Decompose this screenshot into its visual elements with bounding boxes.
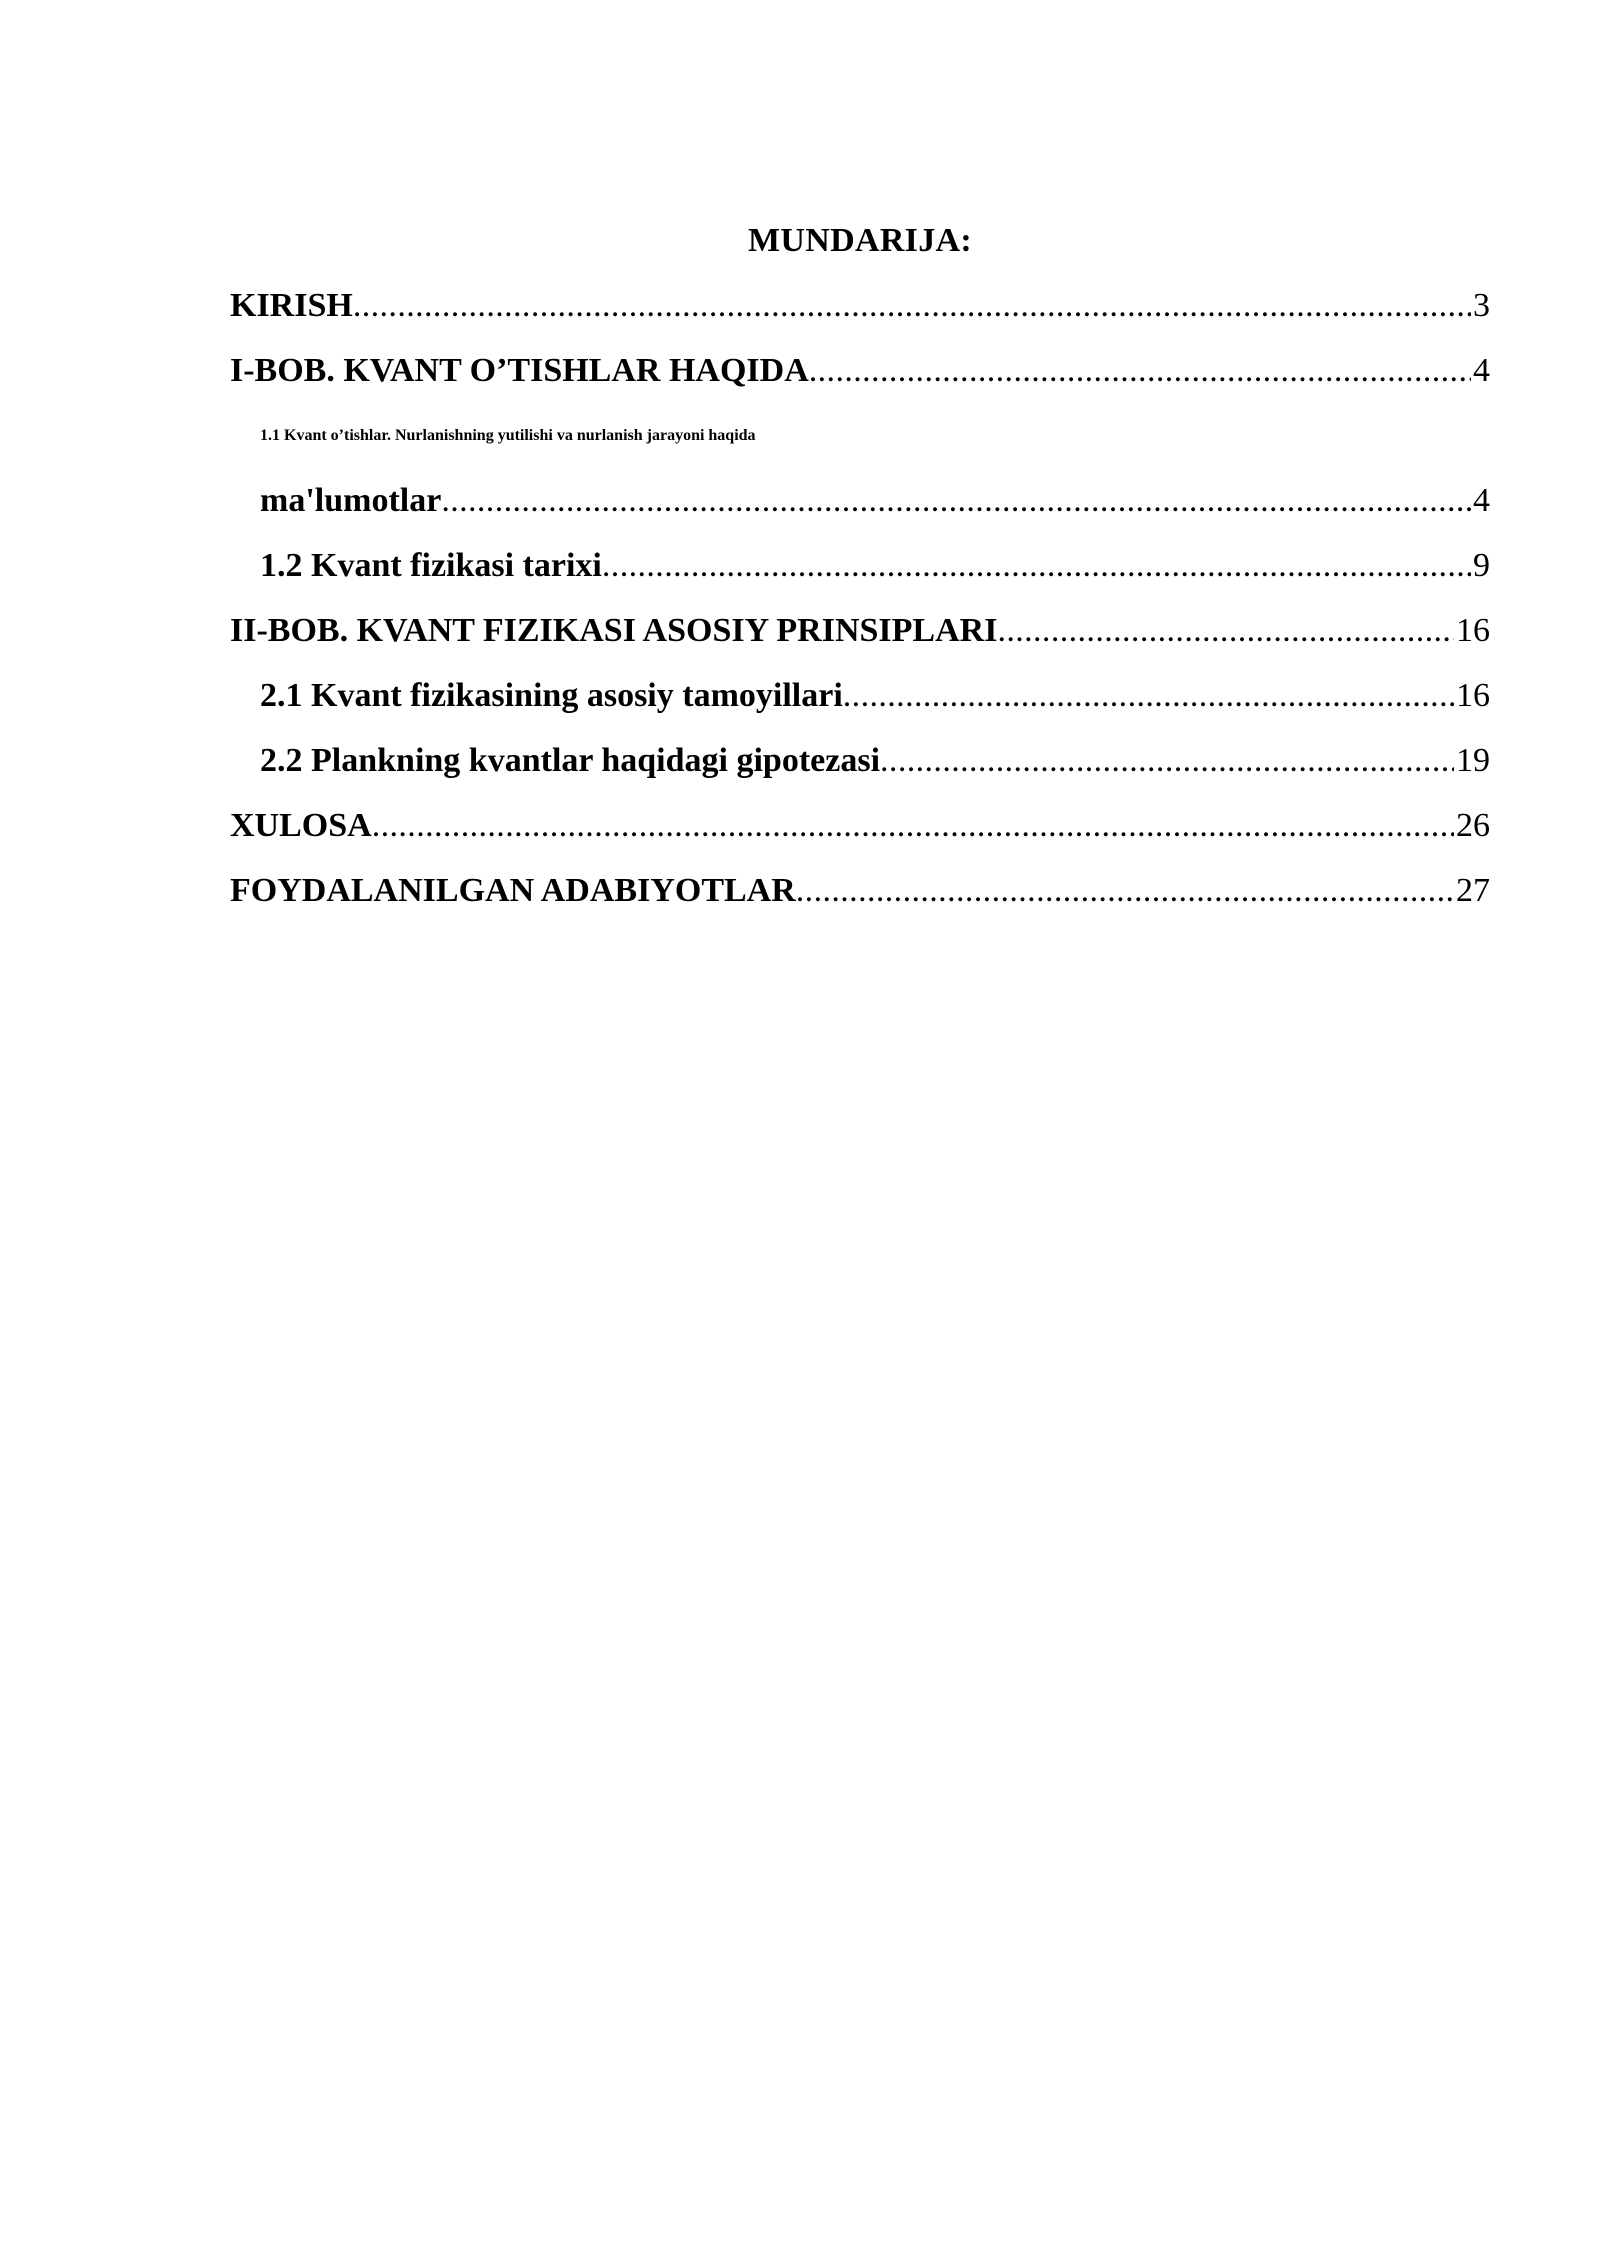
toc-entry-text: 2.1 Kvant fizikasining asosiy tamoyillari bbox=[260, 677, 843, 714]
toc-page-number: 16 bbox=[1456, 677, 1490, 714]
toc-title: MUNDARIJA: bbox=[748, 222, 972, 259]
toc-list bbox=[230, 273, 1490, 923]
toc-leader-dots bbox=[809, 338, 1471, 403]
toc-page-number: 3 bbox=[1473, 287, 1490, 324]
toc-entry-xulosa[interactable] bbox=[230, 793, 1490, 858]
toc-leader-dots bbox=[441, 468, 1471, 533]
toc-entry-section-2-1[interactable] bbox=[230, 663, 1490, 728]
toc-entry-text-line2: ma'lumotlar bbox=[260, 482, 442, 519]
toc-page-number: 19 bbox=[1456, 742, 1490, 779]
toc-page-number: 4 bbox=[1473, 482, 1490, 519]
toc-leader-dots bbox=[843, 663, 1454, 728]
toc-entry-kirish[interactable] bbox=[230, 273, 1490, 338]
toc-entry-text: 1.2 Kvant fizikasi tarixi bbox=[260, 547, 602, 584]
toc-entry-text-line1: 1.1 Kvant o’tishlar. Nurlanishning yutilishi va nurlanish jarayoni haqida bbox=[260, 427, 756, 444]
toc-page-number: 9 bbox=[1473, 547, 1490, 584]
toc-leader-dots bbox=[796, 858, 1454, 923]
toc-page-number: 4 bbox=[1473, 352, 1490, 389]
toc-entry-text: KIRISH bbox=[230, 287, 353, 324]
toc-entry-references[interactable] bbox=[230, 858, 1490, 923]
toc-entry-section-1-1[interactable] bbox=[230, 403, 1490, 533]
table-of-contents bbox=[230, 208, 1490, 923]
toc-entry-text: 2.2 Plankning kvantlar haqidagi gipotezasi bbox=[260, 742, 881, 779]
toc-entry-line2 bbox=[260, 468, 1490, 533]
toc-leader-dots bbox=[997, 598, 1454, 663]
toc-leader-dots bbox=[602, 533, 1471, 598]
toc-leader-dots bbox=[880, 728, 1454, 793]
toc-page-number: 16 bbox=[1456, 612, 1490, 649]
toc-entry-section-1-2[interactable] bbox=[230, 533, 1490, 598]
toc-page-number: 26 bbox=[1456, 807, 1490, 844]
toc-entry-text: II-BOB. KVANT FIZIKASI ASOSIY PRINSIPLARI bbox=[230, 612, 998, 649]
toc-entry-chapter-2[interactable] bbox=[230, 598, 1490, 663]
toc-page-number: 27 bbox=[1456, 872, 1490, 909]
toc-leader-dots bbox=[353, 273, 1471, 338]
toc-entry-text: I-BOB. KVANT O’TISHLAR HAQIDA bbox=[230, 352, 809, 389]
toc-entry-section-2-2[interactable] bbox=[230, 728, 1490, 793]
toc-entry-text: XULOSA bbox=[230, 807, 372, 844]
toc-entry-chapter-1[interactable] bbox=[230, 338, 1490, 403]
toc-entry-text: FOYDALANILGAN ADABIYOTLAR bbox=[230, 872, 796, 909]
toc-leader-dots bbox=[372, 793, 1454, 858]
